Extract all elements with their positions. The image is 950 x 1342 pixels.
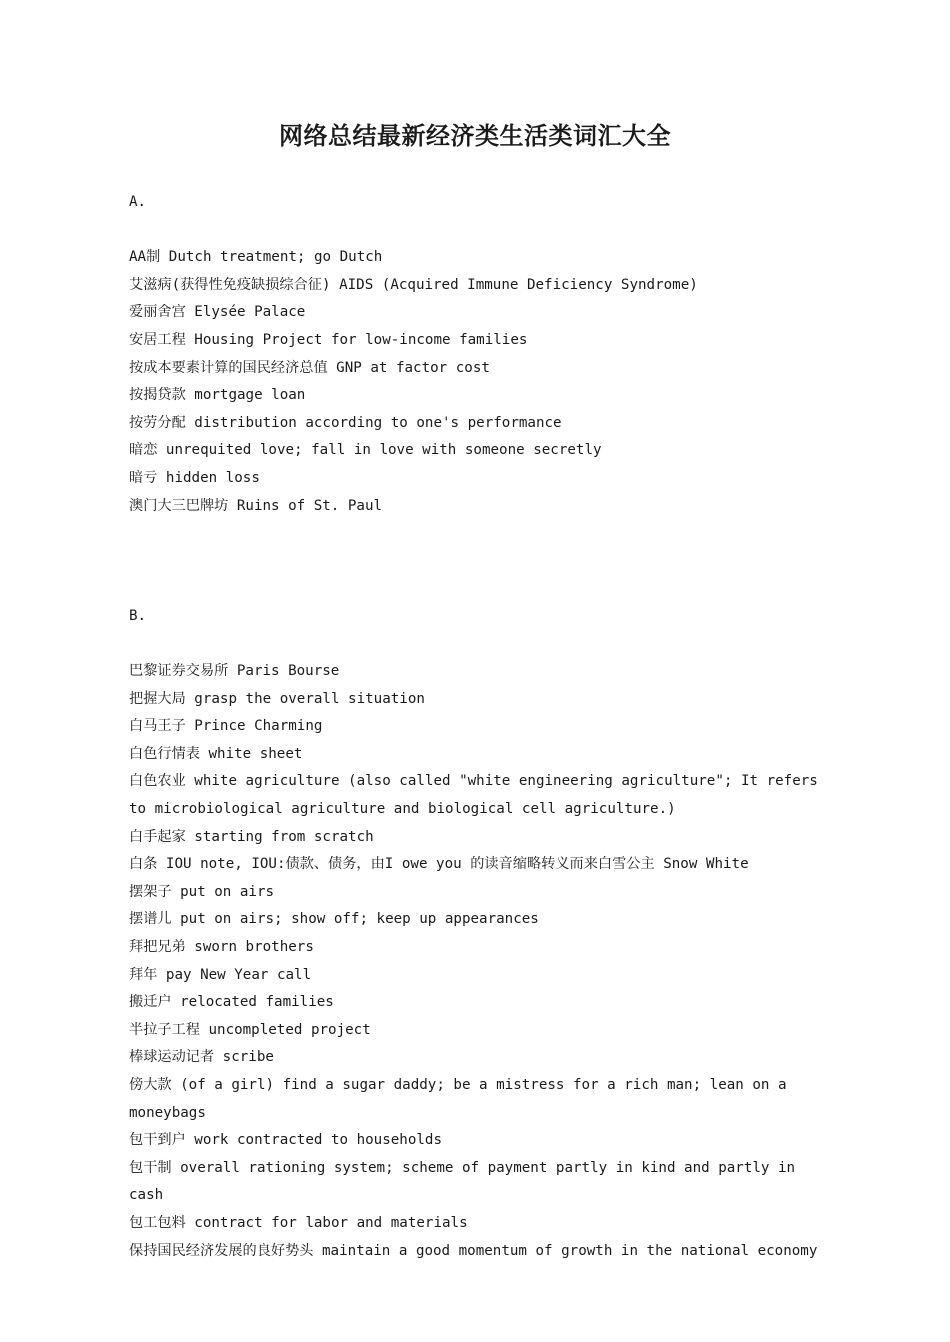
- glossary-entry: 暗恋 unrequited love; fall in love with someone secretly: [129, 442, 602, 459]
- glossary-entry: 半拉子工程 uncompleted project: [129, 1021, 371, 1038]
- glossary-entry: 爱丽舍宫 Elysée Palace: [129, 304, 306, 321]
- glossary-entry: 白色行情表 white sheet: [129, 745, 303, 762]
- spacer: [129, 520, 829, 603]
- glossary-entry: 傍大款 (of a girl) find a sugar daddy; be a mistress for a rich man; lean on a moneybags: [129, 1077, 796, 1121]
- glossary-entry: 白条 IOU note, IOU:债款、债务，由I owe you 的读音缩略转义而来白雪公主 Snow White: [129, 856, 749, 873]
- section-heading-a: A.: [129, 194, 147, 210]
- glossary-entry: 拜把兄弟 sworn brothers: [129, 939, 314, 956]
- section-a-entries: [129, 244, 829, 520]
- glossary-entry: 摆架子 put on airs: [129, 883, 275, 900]
- glossary-entry: 摆谱儿 put on airs; show off; keep up appearances: [129, 911, 539, 928]
- glossary-entry: 按成本要素计算的国民经济总值 GNP at factor cost: [129, 359, 490, 376]
- glossary-entry: 按劳分配 distribution according to one's performance: [129, 414, 562, 431]
- glossary-entry: 搬迁户 relocated families: [129, 994, 334, 1011]
- glossary-entry: 白色农业 white agriculture (also called "white engineering agriculture"; It refers to microbiological agriculture and biological cell agriculture.): [129, 773, 827, 818]
- glossary-entry: AA制 Dutch treatment; go Dutch: [129, 249, 383, 266]
- glossary-entry: 包工包料 contract for labor and materials: [129, 1214, 468, 1231]
- glossary-entry: 安居工程 Housing Project for low-income families: [129, 331, 528, 348]
- glossary-entry: 澳门大三巴牌坊 Ruins of St. Paul: [129, 497, 383, 514]
- spacer: [129, 217, 829, 245]
- glossary-entry: 棒球运动记者 scribe: [129, 1049, 274, 1066]
- glossary-entry: 拜年 pay New Year call: [129, 966, 312, 983]
- document-body: [129, 189, 829, 1265]
- glossary-entry: 把握大局 grasp the overall situation: [129, 690, 425, 707]
- glossary-entry: 白马王子 Prince Charming: [129, 718, 323, 735]
- page-title: 网络总结最新经济类生活类词汇大全: [279, 121, 671, 150]
- section-heading-b: B.: [129, 607, 147, 624]
- glossary-entry: 巴黎证券交易所 Paris Bourse: [129, 663, 340, 680]
- glossary-entry: 艾滋病(获得性免疫缺损综合征) AIDS (Acquired Immune Deficiency Syndrome): [129, 276, 698, 293]
- glossary-entry: 暗亏 hidden loss: [129, 469, 260, 486]
- glossary-entry: 保持国民经济发展的良好势头 maintain a good momentum of growth in the national economy: [129, 1242, 818, 1259]
- glossary-entry: 按揭贷款 mortgage loan: [129, 387, 306, 404]
- glossary-entry: 白手起家 starting from scratch: [129, 828, 374, 845]
- glossary-entry: 包干制 overall rationing system; scheme of payment partly in kind and partly in cash: [129, 1159, 804, 1204]
- glossary-entry: 包干到户 work contracted to households: [129, 1132, 442, 1149]
- section-b-entries: [129, 658, 829, 1265]
- spacer: [129, 631, 829, 659]
